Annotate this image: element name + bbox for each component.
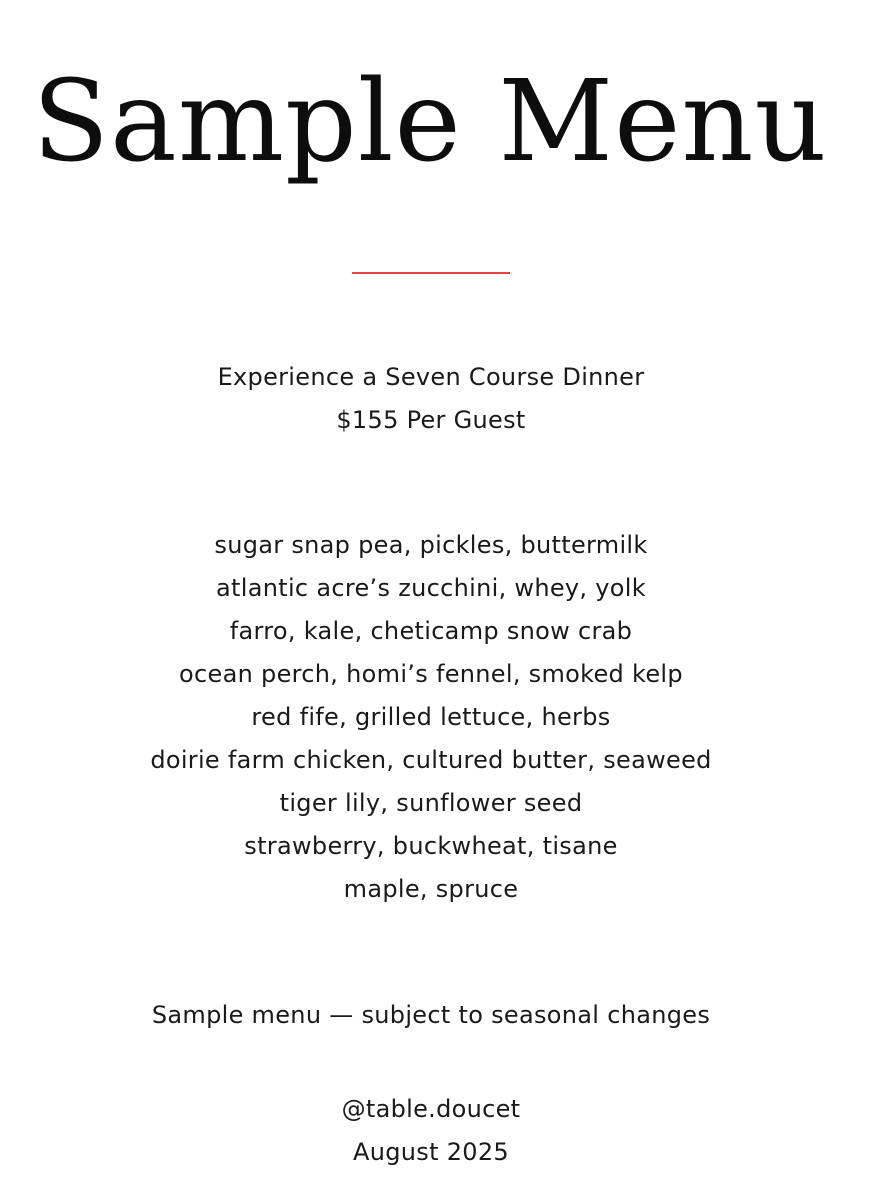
course-item: ocean perch, homi’s fennel, smoked kelp — [179, 660, 683, 688]
price-text: $155 Per Guest — [336, 406, 526, 434]
course-item: strawberry, buckwheat, tisane — [244, 832, 618, 860]
menu-date: August 2025 — [353, 1138, 509, 1166]
page-title: Sample Menu — [32, 57, 828, 187]
experience-text: Experience a Seven Course Dinner — [217, 363, 645, 391]
footer-block — [0, 1088, 862, 1174]
social-handle: @table.doucet — [341, 1095, 521, 1123]
course-item: tiger lily, sunflower seed — [279, 789, 583, 817]
seasonal-note: Sample menu — subject to seasonal changes — [151, 1001, 711, 1029]
course-list — [0, 524, 862, 911]
course-item: sugar snap pea, pickles, buttermilk — [214, 531, 648, 559]
title-divider — [352, 272, 510, 274]
course-item: doirie farm chicken, cultured butter, seaweed — [150, 746, 712, 774]
intro-block — [0, 356, 862, 442]
course-item: red fife, grilled lettuce, herbs — [251, 703, 611, 731]
course-item: atlantic acre’s zucchini, whey, yolk — [216, 574, 646, 602]
seasonal-note-block — [0, 994, 862, 1037]
course-item: maple, spruce — [343, 875, 519, 903]
course-item: farro, kale, cheticamp snow crab — [229, 617, 633, 645]
